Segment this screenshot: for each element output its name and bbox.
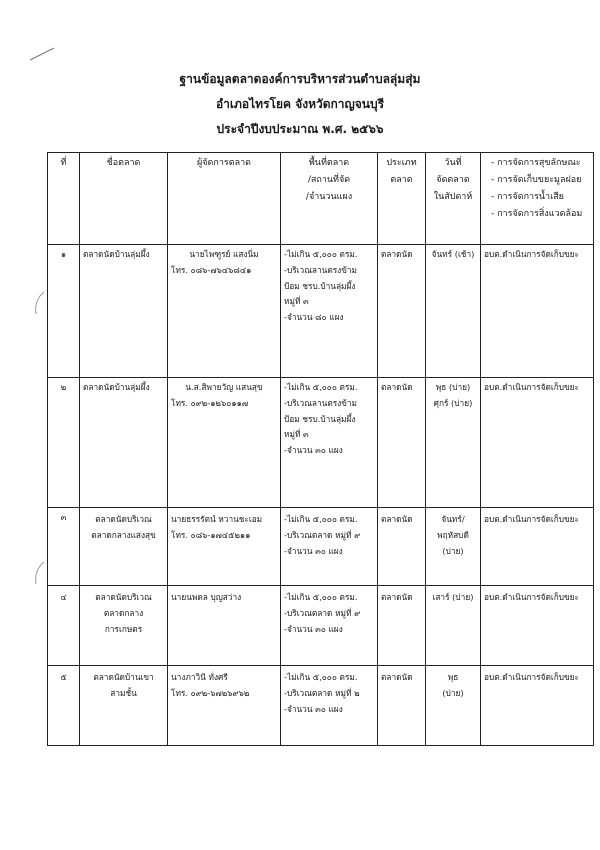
management-cell: อบต.ดำเนินการจัดเก็บขยะ xyxy=(481,378,594,508)
area-line: -บริเวณตลาด หมู่ที่ ๙ xyxy=(284,607,361,618)
market-type-cell: ตลาดนัด xyxy=(378,586,426,666)
area-line: -ไม่เกิน ๕,๐๐๐ ตรม. xyxy=(284,249,358,259)
document-subtitle-location: อำเภอไทรโยค จังหวัดกาญจนบุรี xyxy=(215,97,385,111)
row-number: ๔ xyxy=(48,586,80,666)
market-name-line: ตลาดนัดบ้านเขา xyxy=(93,672,154,682)
manager-name: นายธรรรัตน์ หวานชะเอม xyxy=(171,514,263,524)
market-type-cell: ตลาดนัด xyxy=(378,245,426,378)
area-line: -จำนวน ๓๐ แผง xyxy=(284,445,343,455)
market-table xyxy=(47,152,594,746)
header-no: ที่ xyxy=(48,153,80,245)
area-cell xyxy=(281,245,378,378)
market-day-cell xyxy=(426,666,481,746)
market-day-cell xyxy=(426,245,481,378)
manager-cell xyxy=(168,508,281,586)
manager-cell xyxy=(168,666,281,746)
area-line: -บริเวณลานตรงข้าม xyxy=(284,264,358,275)
management-cell: อบต.ดำเนินการจัดเก็บขยะ xyxy=(481,666,594,746)
manager-phone: โทร. ๐๘๖-๗๖๔๖๘๔๑ xyxy=(171,264,252,275)
management-cell: อบต.ดำเนินการจัดเก็บขยะ xyxy=(481,245,594,378)
manager-cell xyxy=(168,378,281,508)
header-area-line: พื้นที่ตลาด xyxy=(308,158,350,168)
manager-phone: โทร. ๐๙๒-๑๒๖๐๑๑๗ xyxy=(171,397,249,408)
area-cell xyxy=(281,508,378,586)
manager-phone: โทร. ๐๘๖-๑๗๔๕๒๑๑ xyxy=(171,529,251,540)
area-line: ป้อม ชรบ.บ้านลุ่มผึ้ง xyxy=(284,280,356,291)
row-number: ๑ xyxy=(48,245,80,378)
document-subtitle-fiscal-year: ประจำปีงบประมาณ พ.ศ. ๒๕๖๖ xyxy=(216,122,384,136)
market-name-cell xyxy=(80,666,168,746)
manager-cell xyxy=(168,245,281,378)
market-name-cell xyxy=(80,586,168,666)
table-row xyxy=(48,666,594,746)
market-day-cell xyxy=(426,586,481,666)
market-type-cell: ตลาดนัด xyxy=(378,378,426,508)
area-line: -จำนวน ๘๐ แผง xyxy=(284,312,344,322)
manager-name: นายนพดล บุญสว่าง xyxy=(171,592,242,602)
header-area-line: /สถานที่จัด xyxy=(307,175,351,186)
header-type-line: ตลาด xyxy=(390,175,413,186)
manager-name: น.ส.สิพายวัญ แสนสุข xyxy=(185,382,263,392)
pen-stroke-mark xyxy=(28,44,58,64)
market-name-cell xyxy=(80,508,168,586)
table-row xyxy=(48,378,594,508)
market-name-line: ตลาดนัดบ้านลุ่มผึ้ง xyxy=(83,249,150,259)
manager-name: นายไพฑูรย์ แสงนิ่ม xyxy=(189,249,259,259)
area-line: -จำนวน ๓๐ แผง xyxy=(284,545,343,556)
header-day-line: จัดตลาด xyxy=(436,175,470,186)
market-name-line: ตลาดกลางแสงสุข xyxy=(91,529,156,540)
header-market-name: ชื่อตลาด xyxy=(80,153,168,245)
market-name-line: ตลาดนัดบ้านลุ่มผึ้ง xyxy=(83,382,150,392)
area-line: -ไม่เกิน ๕,๐๐๐ ตรม. xyxy=(284,592,358,602)
table-row xyxy=(48,508,594,586)
area-line: -บริเวณตลาด หมู่ที่ ๒ xyxy=(284,687,360,698)
header-day xyxy=(426,153,481,245)
area-line: -จำนวน ๓๐ แผง xyxy=(284,623,343,634)
market-day-line: (บ่าย) xyxy=(442,687,464,698)
header-management-line: - การจัดการน้ำเสีย xyxy=(491,192,564,203)
header-area xyxy=(281,153,378,245)
market-day-line: ศุกร์ (บ่าย) xyxy=(433,397,473,408)
row-number: ๕ xyxy=(48,666,80,746)
header-management-line: - การจัดการสุขลักษณะ xyxy=(491,158,581,168)
table-header-row xyxy=(48,153,594,245)
row-number: ๒ xyxy=(48,378,80,508)
market-day-line: พุธ xyxy=(447,672,459,682)
area-cell xyxy=(281,378,378,508)
management-cell: อบต.ดำเนินการจัดเก็บขยะ xyxy=(481,586,594,666)
manager-phone: โทร. ๐๙๒-๖๗๒๖๙๖๒ xyxy=(171,687,250,698)
header-day-line: ในสัปดาห์ xyxy=(433,192,473,203)
market-name-cell xyxy=(80,245,168,378)
area-line: หมู่ที่ ๓ xyxy=(284,429,309,440)
header-manager: ผู้จัดการตลาด xyxy=(168,153,281,245)
area-line: -จำนวน ๓๐ แผง xyxy=(284,703,343,714)
header-area-line: /จำนวนแผง xyxy=(305,192,353,203)
manager-cell xyxy=(168,586,281,666)
market-name-line: ตลาดนัดบริเวณ xyxy=(95,592,152,602)
table-row xyxy=(48,586,594,666)
header-type-line: ประเภท xyxy=(386,158,417,168)
area-line: หมู่ที่ ๓ xyxy=(284,296,309,307)
header-management xyxy=(481,153,594,245)
management-cell: อบต.ดำเนินการจัดเก็บขยะ xyxy=(481,508,594,586)
market-day-line: จันทร์ (เช้า) xyxy=(431,249,475,259)
area-line: -ไม่เกิน ๕,๐๐๐ ตรม. xyxy=(284,382,358,392)
header-management-line: - การจัดการสิ่งแวดล้อม xyxy=(491,209,583,220)
area-line: -ไม่เกิน ๕,๐๐๐ ตรม. xyxy=(284,514,358,524)
market-name-line: ตลาดนัดบริเวณ xyxy=(95,514,152,524)
area-line: ป้อม ชรบ.บ้านลุ่มผึ้ง xyxy=(284,413,356,424)
market-day-line: เสาร์ (บ่าย) xyxy=(432,592,474,602)
market-type-cell: ตลาดนัด xyxy=(378,666,426,746)
market-day-cell xyxy=(426,378,481,508)
area-cell xyxy=(281,666,378,746)
area-line: -ไม่เกิน ๕,๐๐๐ ตรม. xyxy=(284,672,358,682)
area-line: -บริเวณลานตรงข้าม xyxy=(284,397,358,408)
table-row xyxy=(48,245,594,378)
header-day-line: วันที่ xyxy=(444,158,462,168)
area-line: -บริเวณตลาด หมู่ที่ ๙ xyxy=(284,529,361,540)
market-day-line: พฤหัสบดี xyxy=(437,529,469,540)
market-day-line: (บ่าย) xyxy=(442,545,464,556)
row-number: ๓ xyxy=(48,508,80,586)
market-day-line: จันทร์/ xyxy=(441,514,465,524)
document-title: ฐานข้อมูลตลาดองค์การบริหารส่วนตำบลลุ่มสุ่ม xyxy=(179,72,421,86)
market-day-line: พุธ (บ่าย) xyxy=(435,382,471,392)
market-name-line: สามชั้น xyxy=(110,687,137,698)
market-name-cell xyxy=(80,378,168,508)
manager-name: นางภาวินี ทั่งศรี xyxy=(171,672,228,682)
area-cell xyxy=(281,586,378,666)
market-day-cell xyxy=(426,508,481,586)
header-type xyxy=(378,153,426,245)
market-name-line: ตลาดกลาง xyxy=(103,607,144,618)
header-management-line: - การจัดเก็บขยะมูลฝอย xyxy=(491,175,582,186)
market-type-cell: ตลาดนัด xyxy=(378,508,426,586)
market-name-line: การเกษตร xyxy=(104,623,143,634)
